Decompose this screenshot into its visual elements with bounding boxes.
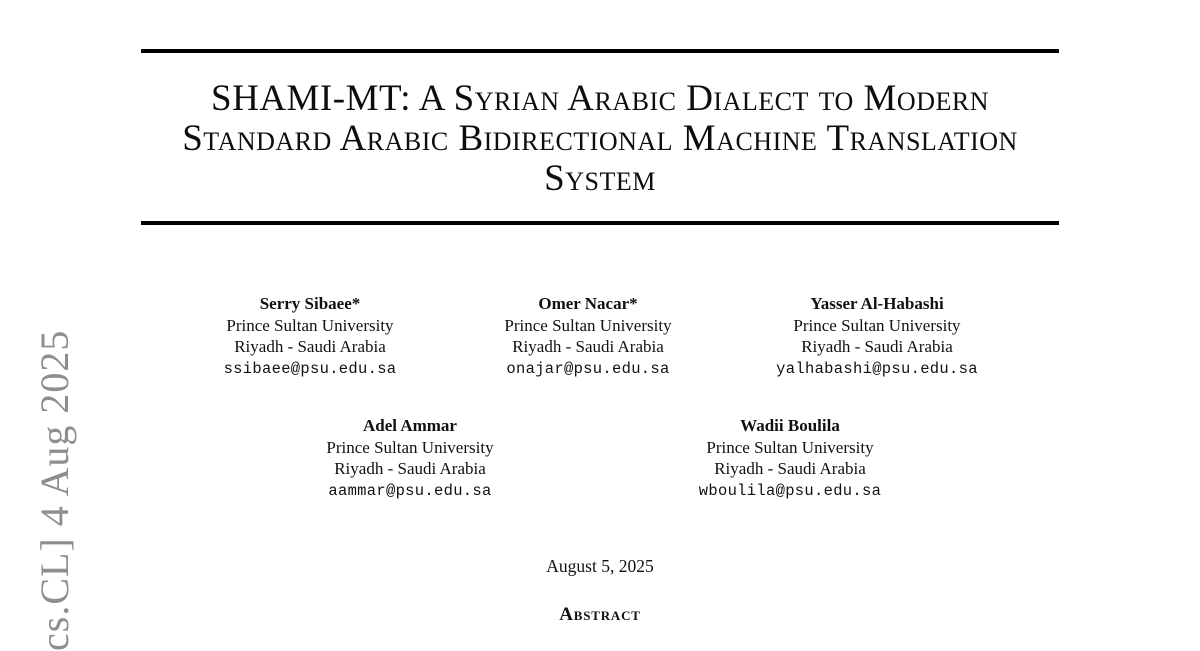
- author-email: aammar@psu.edu.sa: [328, 481, 492, 500]
- author-name: Wadii Boulila: [740, 416, 840, 435]
- paper-title-line-3: System: [544, 158, 656, 199]
- author-email: wboulila@psu.edu.sa: [698, 481, 882, 500]
- author-email: yalhabashi@psu.edu.sa: [776, 359, 978, 378]
- author-location: Riyadh - Saudi Arabia: [714, 459, 866, 478]
- author-affiliation: Prince Sultan University: [326, 437, 494, 457]
- author-affiliation: Prince Sultan University: [706, 437, 874, 457]
- author-name: Serry Sibaee*: [259, 294, 361, 313]
- author-email: ssibaee@psu.edu.sa: [223, 359, 397, 378]
- author-affiliation: Prince Sultan University: [226, 315, 394, 335]
- author-block-adel-ammar: [326, 415, 493, 502]
- author-email: onajar@psu.edu.sa: [506, 359, 670, 378]
- author-location: Riyadh - Saudi Arabia: [801, 337, 953, 356]
- author-name: Adel Ammar: [363, 416, 457, 435]
- arxiv-category-watermark: cs.CL] 4 Aug 2025: [32, 329, 77, 651]
- author-affiliation: Prince Sultan University: [793, 315, 961, 335]
- publication-date: August 5, 2025: [546, 556, 654, 576]
- author-block-wadii-boulila: [699, 415, 881, 502]
- author-location: Riyadh - Saudi Arabia: [334, 459, 486, 478]
- author-location: Riyadh - Saudi Arabia: [234, 337, 386, 356]
- author-location: Riyadh - Saudi Arabia: [512, 337, 664, 356]
- author-block-yasser-al-habashi: [776, 293, 978, 380]
- paper-title-line-1: SHAMI-MT: A Syrian Arabic Dialect to Modern: [211, 78, 989, 119]
- author-name: Yasser Al-Habashi: [810, 294, 944, 313]
- author-block-serry-sibaee: [224, 293, 397, 380]
- abstract-heading: Abstract: [559, 604, 641, 625]
- author-name: Omer Nacar*: [538, 294, 638, 313]
- paper-title-line-2: Standard Arabic Bidirectional Machine Translation: [182, 118, 1018, 159]
- author-block-omer-nacar: [504, 293, 671, 380]
- author-affiliation: Prince Sultan University: [504, 315, 672, 335]
